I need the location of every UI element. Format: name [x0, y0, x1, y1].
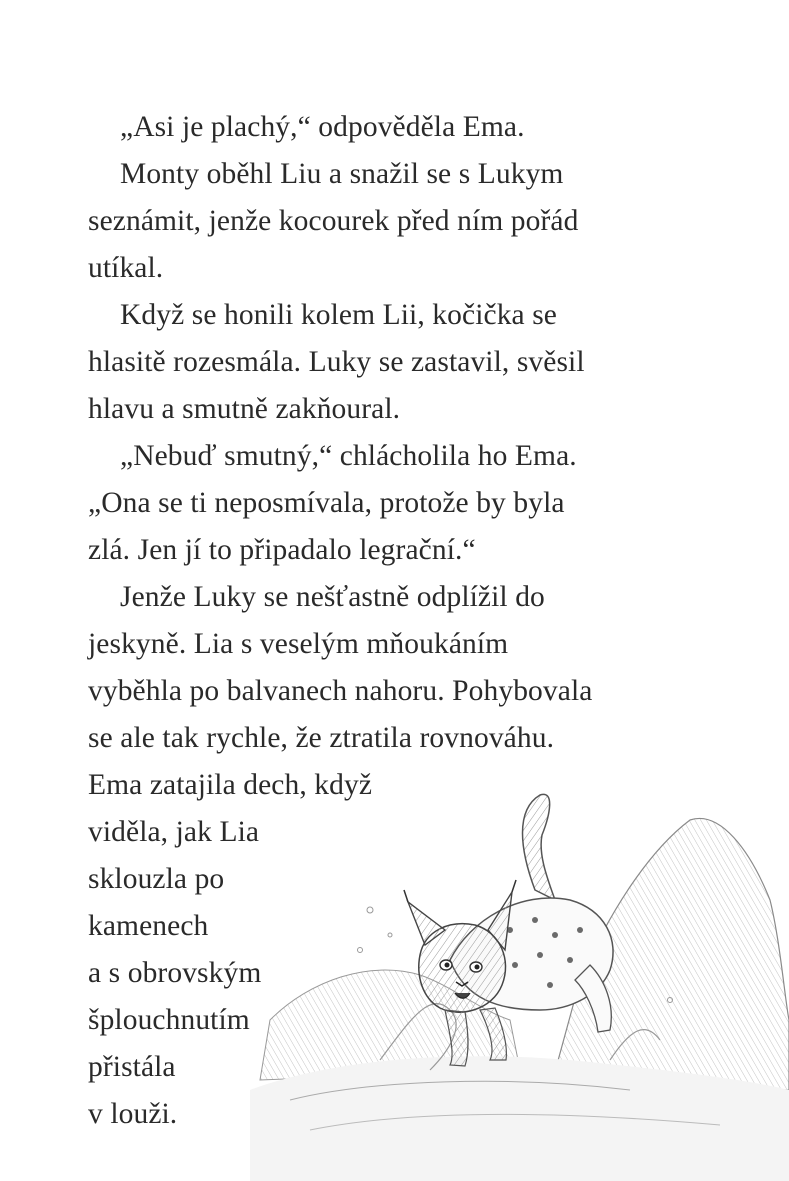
- text-line: sklouzla po: [88, 863, 225, 895]
- text-line: kamenech: [88, 910, 209, 942]
- text-line: jeskyně. Lia s veselým mňoukáním: [88, 628, 509, 660]
- text-line: Když se honili kolem Lii, kočička se: [120, 299, 557, 331]
- text-line: hlavu a smutně zakňoural.: [88, 393, 401, 425]
- text-line: Ema zatajila dech, když: [88, 769, 373, 801]
- text-line: Jenže Luky se nešťastně odplížil do: [120, 581, 545, 613]
- text-line: utíkal.: [88, 252, 164, 284]
- text-line: vyběhla po balvanech nahoru. Pohybovala: [88, 675, 593, 707]
- text-line: zlá. Jen jí to připadalo legrační.“: [88, 534, 476, 566]
- text-line: viděla, jak Lia: [88, 816, 260, 848]
- text-line: se ale tak rychle, že ztratila rovnováhu.: [88, 722, 555, 754]
- text-line: „Asi je plachý,“ odpověděla Ema.: [120, 111, 525, 143]
- text-line: v louži.: [88, 1098, 178, 1130]
- text-line: šplouchnutím: [88, 1004, 250, 1036]
- text-line: a s obrovským: [88, 957, 262, 989]
- text-line: „Nebuď smutný,“ chlácholila ho Ema.: [120, 440, 577, 472]
- text-line: Monty oběhl Liu a snažil se s Lukym: [120, 158, 564, 190]
- text-line: seznámit, jenže kocourek před ním pořád: [88, 205, 579, 237]
- lynx-kitten-splash-illustration: [250, 760, 789, 1181]
- text-line: hlasitě rozesmála. Luky se zastavil, svěsil: [88, 346, 585, 378]
- text-line: „Ona se ti neposmívala, protože by byla: [88, 487, 565, 519]
- text-line: přistála: [88, 1051, 176, 1083]
